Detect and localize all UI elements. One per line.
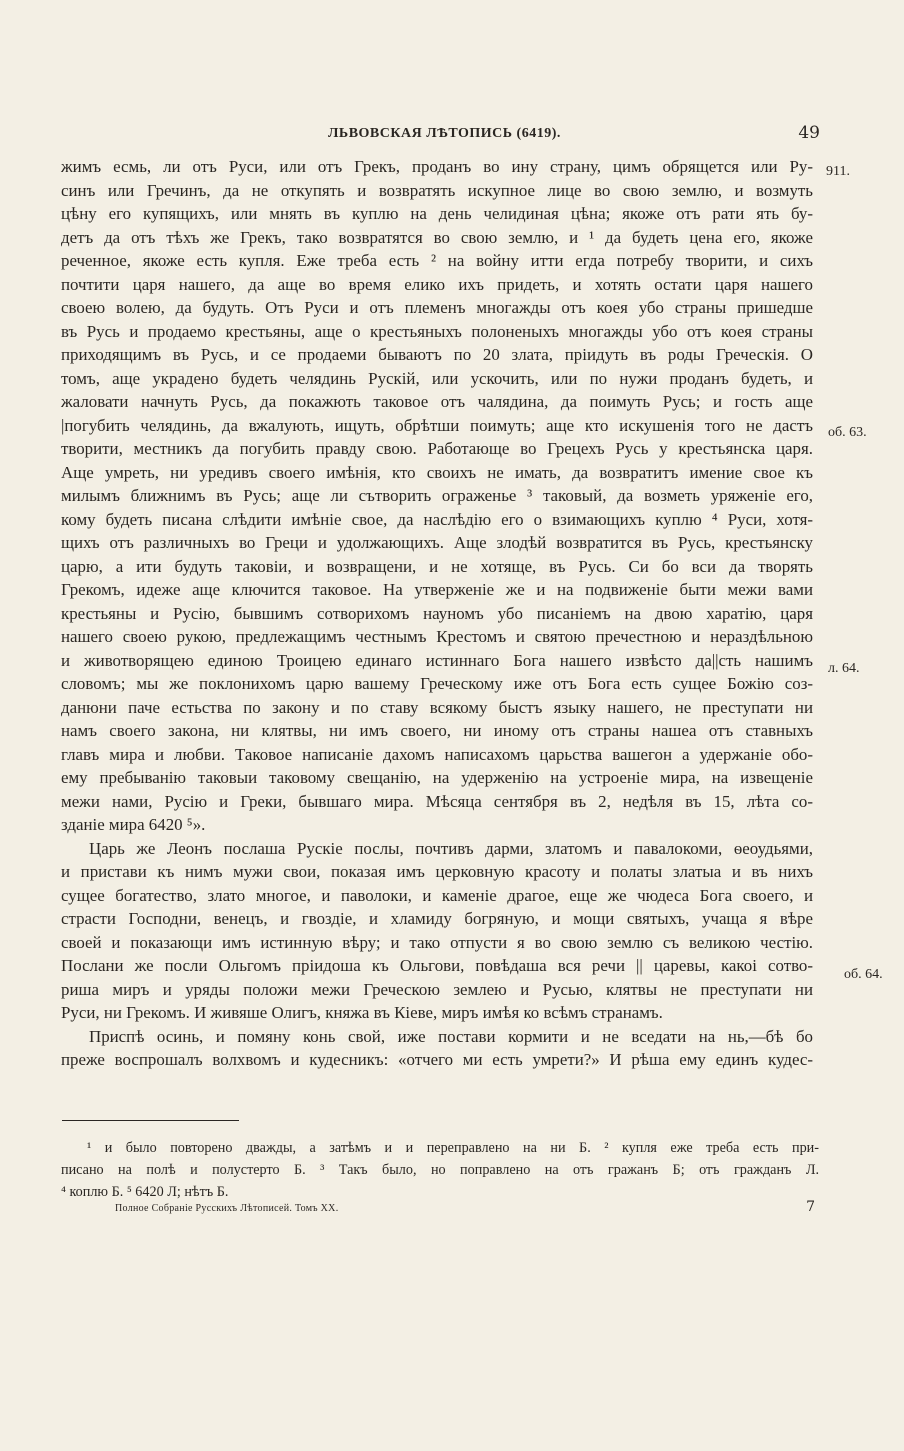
text-line: своею волею, да будуть. Отъ Руси и отъ племенъ многажды отъ коея убо страны пришедше: [61, 298, 813, 317]
text-line: крестьяны и Русiю, бывшимъ сотворихомъ науномъ убо писанiемъ на двою харатiю, царя: [61, 603, 813, 623]
text-line: кому будеть писана слѣдити имѣнiе свое, да наслѣдiю его о взимающихъ куплю ⁴ Руси, хотя-: [61, 509, 813, 529]
text-line: межи нами, Русiю и Греки, бывшаго мира. Мѣсяца сентября въ 2, недѣля въ 15, лѣта со-: [61, 791, 813, 811]
page-footer: [115, 1199, 815, 1219]
footnote-line: ⁴ коплю Б. ⁵ 6420 Л; нѣтъ Б.: [61, 1184, 229, 1200]
text-line: нашего своею рукою, предлежащимъ честнымъ Крестомъ и святою пречестною и нераздѣльною: [61, 627, 813, 646]
text-line: Грекомъ, идеже аще ключится таковое. На утверженiе же и на подвиженiе быти межи вами: [61, 580, 813, 599]
text-line: реченное, якоже есть купля. Еже треба есть ² на войну итти егда потребу творити, и сихъ: [61, 251, 813, 270]
text-line: почтити царя нашего, да аще во время елико ихъ придеть, и хотять остати царя нашего: [61, 274, 813, 294]
text-line: жаловати начнуть Русь, да покажють таковое отъ чалядина, да поимуть Русь; и гость аще: [61, 392, 813, 411]
text-line: жимъ есмь, ли отъ Руси, или отъ Грекъ, проданъ во ину страну, цимъ обрящется или Ру-: [61, 157, 813, 176]
text-line: Руси, ни Грекомъ. И живяше Олигъ, княжа въ Кiеве, миръ имѣя ко всѣмъ странамъ.: [61, 1003, 663, 1022]
margin-year: 911.: [826, 164, 850, 179]
text-line: цѣну его купящихъ, или мнять въ куплю на день челидиная цѣна; якоже отъ рати ять бу-: [61, 204, 813, 223]
page-header: [60, 123, 820, 150]
text-line: милымъ ближнимъ въ Русь; аще ли сътворить ограженье ³ таковый, да возметь уряженiе его,: [61, 486, 813, 505]
text-line: творити, местникъ да погубить правду свою. Работающе во Грецехъ Русь у крестьянска царя.: [61, 439, 813, 458]
text-line: въ Русь и продаемо крестьяны, аще о крестьяныхъ полоненыхъ многажды убо отъ коея страны: [61, 321, 813, 341]
text-line: сущее богатество, злато многое, и паволоки, и каменiе драгое, еще же чюдеса Бога своего, и: [61, 885, 813, 905]
text-line: и пристави къ нимъ мужи свои, показая имъ церковную красоту и полаты златыа и въ нихъ: [61, 862, 813, 881]
text-line: детъ да отъ тѣхъ же Грекъ, тако возвратятся во свою землю, и ¹ да будеть цена его, якоже: [61, 227, 813, 247]
text-line: словомъ; мы же поклонихомъ царю вашему Греческому иже отъ Бога есть сущее Божiю соз-: [61, 674, 813, 693]
margin-folio-ob64: об. 64.: [844, 967, 883, 982]
text-line: щихъ отъ различныхъ во Греци и удолжающихъ. Аще злодѣй возвратится въ Русь, крестьянску: [61, 533, 813, 552]
text-line: |погубить челядинь, да вжалують, ищуть, обрѣтши поимуть; аще кто искушенiя того не дастъ: [61, 415, 813, 435]
text-line: главъ мира и любви. Таковое написанiе дахомъ написахомъ царьства вашегон а удержанiе обо-: [61, 744, 813, 764]
text-line: синъ или Гречинъ, да не откупять и возвратять искупное лице во свою землю, и возмуть: [61, 180, 813, 200]
text-line: ему пребыванiю таковыи таковому свещанiю, на удерженiю на устроенiе мира, на извещенiе: [61, 768, 813, 787]
text-line: своей и показающи имъ истинную вѣру; и тако отпусти я во свою землю съ великою честiю.: [61, 932, 813, 952]
margin-folio-l64: л. 64.: [828, 661, 860, 676]
text-line: риша миръ и уряды положи межи Греческою землею и Русью, клятвы не преступати ни: [61, 979, 813, 999]
text-line: царю, а ити будуть таковiи, и возвращени, и не хотяще, въ Русь. Си бо вси да творять: [61, 556, 813, 576]
signature-mark: 7: [806, 1199, 815, 1215]
text-line: зданiе мира 6420 ⁵».: [61, 815, 206, 834]
text-line: Послани же посли Ольгомъ прiидоша къ Ольгови, повѣдаша вся речи || царевы, какоi сотво-: [61, 956, 813, 975]
text-line: намъ своего закона, ни клятвы, ни имъ своего, ни иному отъ страны нашеа отъ ставныхъ: [61, 721, 813, 740]
text-line: данюни паче естьства по закону и по ставу всякому быстъ языку нашего, не преступати ни: [61, 697, 813, 717]
margin-folio-ob63: об. 63.: [828, 425, 867, 440]
text-line: преже воспрошалъ волхвомъ и кудесникъ: «отчего ми есть умрети?» И рѣша ему единъ кудес-: [61, 1050, 813, 1069]
page-number: 49: [798, 123, 820, 143]
text-line: Приспѣ осинь, и помяну конь свой, иже постави кормити и не вседати на нь,—бѣ бо: [89, 1026, 813, 1046]
footnotes: [61, 1137, 819, 1203]
footnote-divider: [62, 1120, 239, 1121]
text-line: и животворящею единою Троицею единаго истиннаго Бога нашего извѣсто да||сть нашимъ: [61, 650, 813, 670]
body-text: [61, 155, 813, 1072]
running-title: ЛЬВОВСКАЯ ЛѢТОПИСЬ (6419).: [328, 126, 561, 141]
series-title: Полное Собранiе Русскихъ Лѣтописей. Томъ XX.: [115, 1203, 339, 1214]
text-line: страсти Господни, венецъ, и гвоздiе, и хламиду богряную, и мощи святыхъ, учаща я вѣре: [61, 909, 813, 928]
text-line: Царь же Леонъ послаша Рускiе послы, почтивъ дарми, златомъ и павалокоми, ѳеоудьями,: [89, 838, 813, 858]
text-line: Аще умреть, ни уредивъ своего имѣнiя, кто своихъ не имать, да возвратитъ имениe свое къ: [61, 462, 813, 482]
text-line: приходящимъ въ Русь, и се продаеми бываютъ по 20 злата, прiидуть въ роды Греческiя. О: [61, 345, 813, 364]
text-line: томъ, аще украдено будеть челядинь Рускiй, или ускочить, или по нужи проданъ будеть, и: [61, 368, 813, 388]
footnote-line: писано на полѣ и полустерто Б. ³ Такъ было, но поправлено на отъ гражанъ Б; отъ гражданъ Л.: [61, 1162, 819, 1178]
footnote-line: ¹ и было повторено дважды, а затѣмъ и и переправлено на ни Б. ² купля еже треба есть при-: [87, 1140, 819, 1156]
